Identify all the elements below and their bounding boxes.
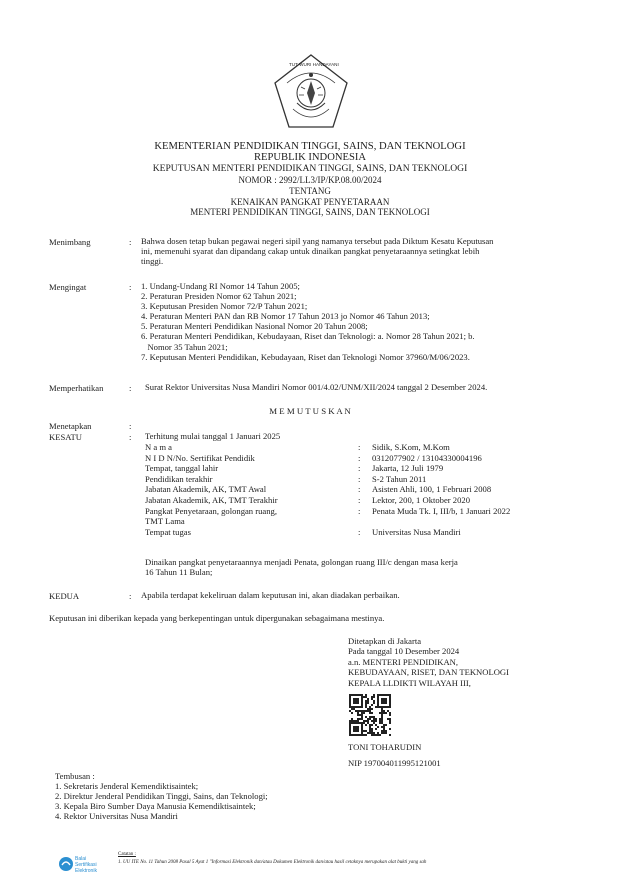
field-value: Sidik, S.Kom, M.Kom <box>372 442 450 452</box>
menetapkan-label: Menetapkan <box>49 421 92 431</box>
field-key: Tempat, tanggal lahir <box>145 463 219 474</box>
kedua-label: KEDUA <box>49 591 80 601</box>
kedua-text: Apabila terdapat kekeliruan dalam keputusan ini, akan diadakan perbaikan. <box>141 590 400 600</box>
list-item: 4. Peraturan Menteri PAN dan RB Nomor 17 Tahun 2013 jo Nomor 46 Tahun 2013; <box>141 311 430 322</box>
list-item: 1. Sekretaris Jenderal Kemendiktisaintek; <box>55 781 199 792</box>
menimbang-text <box>141 236 493 266</box>
emblem-motto: TUT WURI HANDAYANI <box>289 62 339 67</box>
closing-statement: Keputusan ini diberikan kepada yang berkepentingan untuk dipergunakan sebagaimana mestinya. <box>49 613 385 623</box>
menimbang-label: Menimbang <box>49 237 91 247</box>
field-value: S-2 Tahun 2011 <box>372 473 427 484</box>
field-key: N a m a <box>145 442 172 452</box>
list-item: 6. Peraturan Menteri Pendidikan, Kebudayaan, Riset dan Teknologi: a. Nomor 28 Tahun 2021; b. <box>141 331 475 342</box>
menetapkan-colon: : <box>129 421 132 431</box>
field-key: Tempat tugas <box>145 526 191 537</box>
kesatu-label: KESATU <box>49 432 82 442</box>
list-item: 2. Direktur Jenderal Pendidikan Tinggi, Sains, dan Teknologi; <box>55 791 268 802</box>
list-item: 3. Keputusan Presiden Nomor 72/P Tahun 2021; <box>141 301 308 312</box>
field-value: Jakarta, 12 Juli 1979 <box>372 463 444 474</box>
signature-block <box>348 636 509 688</box>
kesatu-field-values <box>372 442 510 537</box>
field-value: Universitas Nusa Mandiri <box>372 526 461 537</box>
qr-code-grid <box>349 694 391 736</box>
decree-number: NOMOR : 2992/LL3/IP/KP.08.00/2024 <box>238 175 382 185</box>
list-item: 1. Undang-Undang RI Nomor 14 Tahun 2005; <box>141 281 300 291</box>
decree-authority: MENTERI PENDIDIKAN TINGGI, SAINS, DAN TEKNOLOGI <box>190 207 430 217</box>
kesatu-intro: Terhitung mulai tanggal 1 Januari 2025 <box>145 431 281 441</box>
result-line: 16 Tahun 11 Bulan; <box>145 567 213 578</box>
field-key: Jabatan Akademik, AK, TMT Terakhir <box>145 494 278 505</box>
country-title: REPUBLIK INDONESIA <box>253 152 367 163</box>
signatory-nip: NIP 197004011995121001 <box>348 758 441 768</box>
menimbang-colon: : <box>129 237 132 247</box>
footer-catatan: Catatan : <box>118 852 136 857</box>
decree-about: TENTANG <box>289 186 331 196</box>
field-key: Pangkat Penyetaraan, golongan ruang, <box>145 505 277 516</box>
list-item: 3. Kepala Biro Sumber Daya Manusia Kemendiktisaintek; <box>55 801 256 812</box>
bsre-logo-line: Balai <box>75 856 87 862</box>
tembusan-section <box>55 771 268 821</box>
signatory-name: TONI TOHARUDIN <box>348 742 422 752</box>
mengingat-label: Mengingat <box>49 282 87 292</box>
field-value: Asisten Ahli, 100, 1 Februari 2008 <box>372 484 492 495</box>
ministry-title: KEMENTERIAN PENDIDIKAN TINGGI, SAINS, DAN TEKNOLOGI <box>154 141 466 152</box>
field-value <box>372 516 510 527</box>
qr-code <box>349 694 391 736</box>
field-value: Penata Muda Tk. I, III/b, 1 Januari 2022 <box>372 505 511 516</box>
mengingat-colon: : <box>129 282 132 292</box>
field-key: TMT Lama <box>145 516 185 527</box>
decree-subject: KENAIKAN PANGKAT PENYETARAAN <box>230 197 390 207</box>
mengingat-list <box>141 281 475 362</box>
list-item: 5. Peraturan Menteri Pendidikan Nasional Nomor 20 Tahun 2008; <box>141 321 368 332</box>
menimbang-line: Bahwa dosen tetap bukan pegawai negeri sipil yang namanya tersebut pada Diktum Kesatu Keputusan <box>141 236 494 246</box>
kesatu-field-colons: : : : : : : : : <box>358 442 361 537</box>
list-item: 4. Rektor Universitas Nusa Mandiri <box>55 811 178 822</box>
signature-line: Pada tanggal 10 Desember 2024 <box>348 646 460 657</box>
field-key: N I D N/No. Sertifikat Pendidik <box>145 452 255 463</box>
kesatu-result <box>145 557 458 577</box>
signature-line: Ditetapkan di Jakarta <box>348 636 422 646</box>
kesatu-colon: : <box>129 432 132 442</box>
memperhatikan-label: Memperhatikan <box>49 383 104 393</box>
ministry-emblem <box>271 53 351 135</box>
signature-line: KEBUDAYAAN, RISET, DAN TEKNOLOGI <box>348 667 509 678</box>
field-value: Lektor, 200, 1 Oktober 2020 <box>372 494 470 505</box>
footer-note: 1. UU ITE No. 11 Tahun 2008 Pasal 5 Ayat 1 "Informasi Elektronik dan/atau Dokumen Elektronik dan/atau hasil cetaknya merupakan alat bukti yang sah <box>118 860 427 865</box>
memutuskan-heading: M E M U T U S K A N <box>269 406 351 416</box>
tembusan-title: Tembusan : <box>55 771 95 781</box>
kedua-colon: : <box>129 591 132 601</box>
memperhatikan-colon: : <box>129 383 132 393</box>
bsre-logo-icon <box>58 856 74 872</box>
bsre-logo-line: Sertifikasi <box>75 862 97 868</box>
field-key: Pendidikan terakhir <box>145 473 213 484</box>
memperhatikan-text: Surat Rektor Universitas Nusa Mandiri Nomor 001/4.02/UNM/XII/2024 tanggal 2 Desember 2024. <box>145 382 488 392</box>
list-item: 7. Keputusan Menteri Pendidikan, Kebudayaan, Riset dan Teknologi Nomor 37960/M/06/2023. <box>141 351 470 362</box>
menimbang-line: ini, memenuhi syarat dan dipandang cakap untuk dinaikan pangkat penyetaraannya setingkat lebih <box>141 246 480 257</box>
field-value: 0312077902 / 13104330004196 <box>372 452 482 463</box>
signature-line: a.n. MENTERI PENDIDIKAN, <box>348 656 459 667</box>
kesatu-field-keys <box>145 442 278 537</box>
bsre-logo-line: Elektronik <box>75 868 97 874</box>
signature-line: KEPALA LLDIKTI WILAYAH III, <box>348 677 471 688</box>
decree-title: KEPUTUSAN MENTERI PENDIDIKAN TINGGI, SAINS, DAN TEKNOLOGI <box>152 163 468 174</box>
bsre-logo <box>58 854 97 874</box>
menimbang-line: tinggi. <box>141 256 164 267</box>
field-key: Jabatan Akademik, AK, TMT Awal <box>145 484 267 495</box>
list-item: Nomor 35 Tahun 2021; <box>141 341 228 352</box>
result-line: Dinaikan pangkat penyetaraannya menjadi Penata, golongan ruang III/c dengan masa kerja <box>145 557 458 567</box>
list-item: 2. Peraturan Presiden Nomor 62 Tahun 2021; <box>141 291 297 302</box>
